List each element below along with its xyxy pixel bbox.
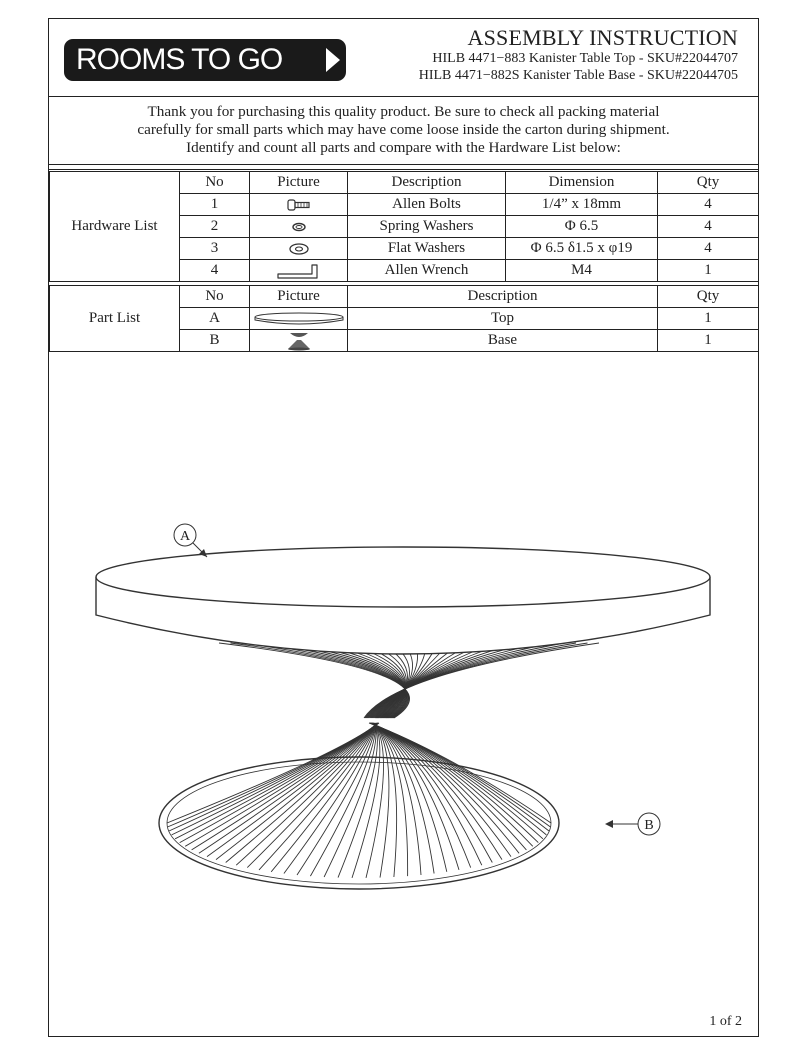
base-spoke-lower bbox=[169, 723, 379, 831]
row-dimension: Φ 6.5 δ1.5 x φ19 bbox=[506, 238, 658, 260]
table-top-icon bbox=[252, 311, 346, 327]
row-qty: 4 bbox=[658, 194, 759, 216]
row-description: Top bbox=[348, 308, 658, 330]
callout-a-label: A bbox=[179, 529, 191, 544]
row-no: B bbox=[180, 330, 250, 352]
header-no: No bbox=[180, 286, 250, 308]
row-no: A bbox=[180, 308, 250, 330]
page-number: 1 of 2 bbox=[709, 1014, 742, 1029]
header-description: Description bbox=[348, 286, 658, 308]
logo-arrow-icon bbox=[326, 48, 340, 72]
divider bbox=[49, 169, 758, 170]
base-spoke-lower bbox=[168, 723, 379, 827]
allen-bolt-icon bbox=[285, 198, 313, 212]
row-description: Allen Bolts bbox=[348, 194, 506, 216]
header-description: Description bbox=[348, 172, 506, 194]
part-list-table bbox=[49, 285, 759, 352]
table-top-surface bbox=[96, 547, 710, 607]
header bbox=[49, 19, 758, 97]
table-header-row bbox=[50, 286, 759, 308]
product-line-top: HILB 4471−883 Kanister Table Top - SKU#22044707 bbox=[432, 51, 738, 66]
row-qty: 1 bbox=[658, 308, 759, 330]
table-header-row bbox=[50, 172, 759, 194]
document-frame bbox=[48, 18, 759, 1037]
row-description: Base bbox=[348, 330, 658, 352]
base-spoke-lower bbox=[259, 723, 376, 870]
hardware-list-table bbox=[49, 171, 759, 282]
intro-text bbox=[49, 97, 758, 165]
base-spoke-lower bbox=[370, 723, 538, 843]
row-picture bbox=[250, 216, 348, 238]
spring-washer-icon bbox=[289, 221, 309, 233]
row-picture bbox=[250, 238, 348, 260]
flat-washer-icon bbox=[287, 242, 311, 256]
row-picture bbox=[250, 330, 348, 352]
row-picture bbox=[250, 308, 348, 330]
product-line-base: HILB 4471−882S Kanister Table Base - SKU#22044705 bbox=[418, 68, 738, 83]
row-no: 3 bbox=[180, 238, 250, 260]
row-no: 1 bbox=[180, 194, 250, 216]
base-spoke-lower bbox=[373, 723, 407, 876]
assembled-table-drawing bbox=[49, 353, 758, 1033]
row-no: 4 bbox=[180, 260, 250, 282]
part-list-label: Part List bbox=[50, 286, 180, 352]
header-no: No bbox=[180, 172, 250, 194]
header-dimension: Dimension bbox=[506, 172, 658, 194]
row-picture bbox=[250, 194, 348, 216]
row-description: Spring Washers bbox=[348, 216, 506, 238]
document-title: ASSEMBLY INSTRUCTION bbox=[467, 25, 738, 50]
header-qty: Qty bbox=[658, 286, 759, 308]
intro-line: carefully for small parts which may have come loose inside the carton during shipment. bbox=[137, 121, 670, 138]
intro-line: Thank you for purchasing this quality product. Be sure to check all packing material bbox=[147, 103, 660, 120]
callout-b-label: B bbox=[644, 818, 654, 833]
row-picture bbox=[250, 260, 348, 282]
allen-wrench-icon bbox=[274, 262, 324, 280]
row-dimension: M4 bbox=[506, 260, 658, 282]
base-spoke-lower bbox=[372, 723, 493, 863]
row-qty: 1 bbox=[658, 330, 759, 352]
title-block bbox=[419, 27, 738, 83]
header-picture: Picture bbox=[250, 286, 348, 308]
base-spokes bbox=[167, 643, 599, 878]
row-qty: 1 bbox=[658, 260, 759, 282]
header-picture: Picture bbox=[250, 172, 348, 194]
brand-logo bbox=[64, 39, 346, 81]
row-description: Flat Washers bbox=[348, 238, 506, 260]
row-dimension: 1/4” x 18mm bbox=[506, 194, 658, 216]
row-dimension: Φ 6.5 bbox=[506, 216, 658, 238]
intro-line: Identify and count all parts and compare with the Hardware List below: bbox=[186, 139, 621, 156]
callout-b-arrow bbox=[605, 820, 613, 828]
base-spoke-lower bbox=[373, 723, 447, 872]
row-qty: 4 bbox=[658, 238, 759, 260]
hardware-list-label: Hardware List bbox=[50, 172, 180, 282]
logo-text: ROOMS TO GO bbox=[76, 43, 283, 76]
table-base-icon bbox=[284, 331, 314, 351]
base-spoke-lower bbox=[247, 723, 376, 868]
row-qty: 4 bbox=[658, 216, 759, 238]
row-description: Allen Wrench bbox=[348, 260, 506, 282]
row-no: 2 bbox=[180, 216, 250, 238]
base-spoke-lower bbox=[372, 723, 482, 865]
header-qty: Qty bbox=[658, 172, 759, 194]
